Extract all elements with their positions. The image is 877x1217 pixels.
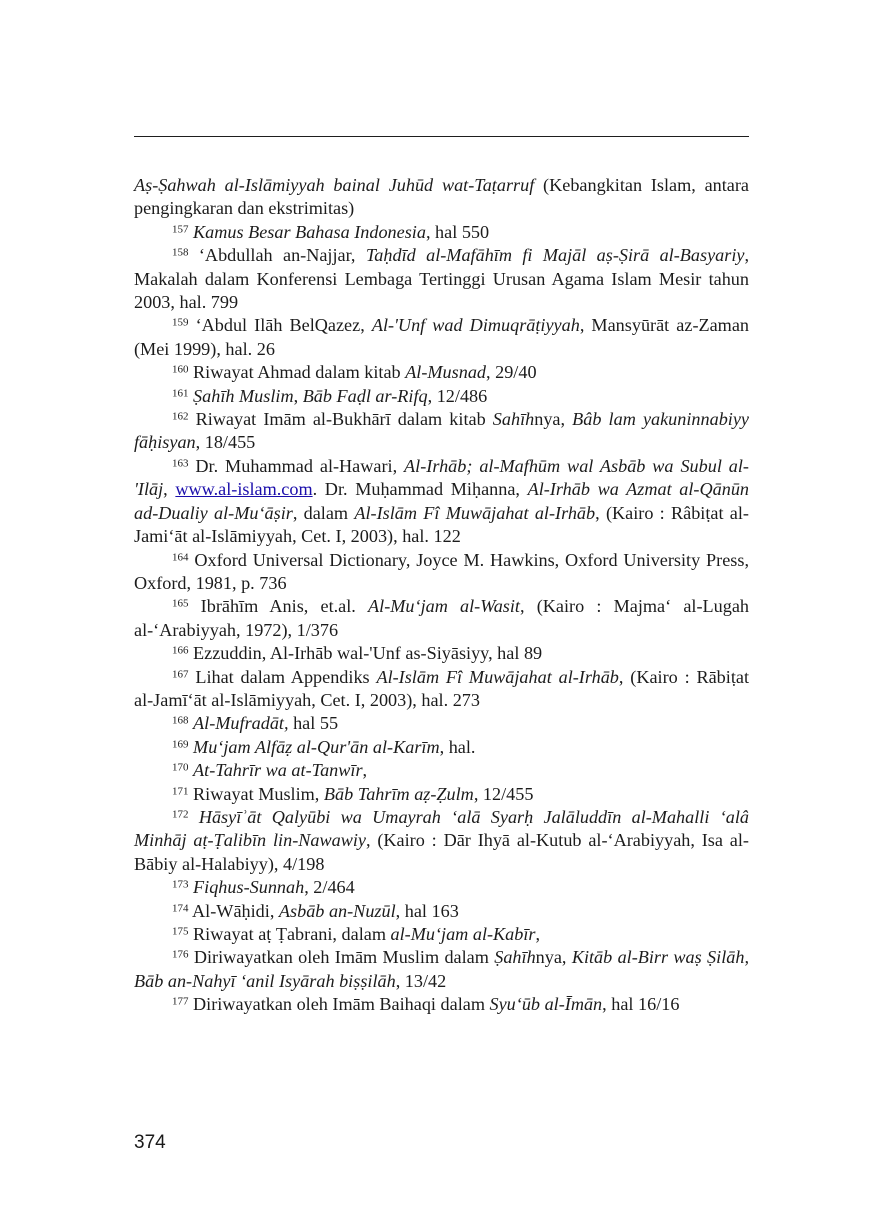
footnote-number: 176 — [172, 949, 189, 962]
footnote-text: , hal 163 — [395, 900, 459, 921]
footnote-title-italic: Taḥdīd al-Mafāhīm fi Majāl aṣ-Ṣirā al-Basyariy — [365, 245, 745, 266]
footnote-text: , — [535, 924, 541, 944]
footnote-number: 177 — [172, 995, 189, 1008]
footnote-text: , Mansyūrāt az-Zaman (Mei 1999), hal. 26 — [134, 315, 749, 359]
footnote-174 — [134, 900, 749, 923]
footnote-number: 162 — [172, 410, 189, 423]
footnote-title-italic: Al-Islām Fî Muwājahat al-Irhāb — [376, 666, 619, 687]
footnote-text: Lihat dalam Appendiks — [188, 666, 377, 687]
footnote-164 — [134, 549, 749, 596]
footnote-text: , (Kairo : Dār Ihyā al-Kutub al-‘Arabiyyah, Isa al-Bābiy al-Halabiyy), 4/198 — [134, 830, 749, 874]
footnote-text: , — [163, 479, 176, 500]
footnote-number: 163 — [172, 457, 189, 470]
footnote-text: Ibrāhīm Anis, et.al. — [188, 596, 369, 617]
footnote-169 — [134, 736, 749, 759]
footnote-text: , (Kairo : Râbiṭat al-Jami‘āt al-Islāmiyyah, Cet. I, 2003), hal. 122 — [134, 502, 749, 547]
footnote-text: , (Kairo : Rābiṭat al-Jamī‘āt al-Islāmiyyah, Cet. I, 2003), hal. 273 — [134, 666, 749, 710]
footnote-number: 170 — [172, 761, 189, 774]
footnote-title-italic: Ṣahīh — [494, 947, 536, 968]
footnote-171 — [134, 783, 749, 806]
page-number: 374 — [134, 1132, 166, 1153]
footnote-176 — [134, 946, 749, 993]
footnote-title-italic: Al-'Unf wad Dimuqrāṭiyyah — [371, 315, 580, 336]
footnote-title-italic: Mu‘jam Alfāẓ al-Qur'ān al-Karīm — [193, 736, 440, 757]
footnote-text: , dalam — [292, 502, 355, 523]
footnote-title-italic: Fiqhus-Sunnah — [193, 877, 305, 898]
footnote-number: 169 — [172, 738, 189, 751]
footnote-number: 173 — [172, 878, 189, 891]
footnote-text: , 18/455 — [195, 432, 256, 453]
footnote-number: 165 — [172, 598, 189, 611]
footnote-title-italic: Ṣahīh Muslim — [193, 385, 294, 406]
footnote-text: , 29/40 — [486, 362, 537, 383]
footnote-text: , 13/42 — [395, 970, 447, 991]
footnote-text: Ezzuddin, Al-Irhāb wal-'Unf as-Siyāsiyy, hal 89 — [188, 643, 543, 664]
footnote-number: 166 — [172, 644, 189, 657]
footnote-link[interactable]: www.al-islam.com — [175, 479, 313, 500]
footnote-title-italic: al-Mu‘jam al-Kabīr — [390, 924, 536, 944]
footnote-title-italic: Syu‘ūb al-Īmān — [489, 994, 603, 1015]
footnote-text: Diriwayatkan oleh Imām Baihaqi dalam — [188, 994, 490, 1015]
footnote-number: 160 — [172, 363, 189, 376]
footnote-text: , hal 550 — [425, 221, 490, 242]
footnote-text: Riwayat Imām al-Bukhārī dalam kitab — [188, 409, 493, 430]
footnote-170 — [134, 759, 749, 782]
footnote-text: . Dr. Muḥammad Miḥanna, — [312, 479, 528, 500]
footnote-text: Riwayat aṭ Ṭabrani, dalam — [188, 924, 391, 944]
footnote-title-italic: Kamus Besar Bahasa Indonesia — [193, 221, 426, 242]
footnote-text: , hal 16/16 — [602, 994, 680, 1015]
footnote-159 — [134, 314, 749, 361]
footnote-165 — [134, 595, 749, 642]
footnote-157 — [134, 221, 749, 244]
footnote-number: 174 — [172, 902, 189, 915]
footnote-number: 161 — [172, 387, 189, 400]
footnote-168 — [134, 712, 749, 735]
footnote-text: , 2/464 — [304, 877, 355, 898]
footnote-text: nya, — [534, 409, 573, 430]
footnote-163 — [134, 455, 749, 549]
footnote-text: , 12/455 — [473, 783, 534, 804]
footnote-title-italic: Al-Mufradāt, — [193, 713, 289, 734]
footnote-title-italic: At-Tahrīr wa at-Tanwīr — [193, 760, 363, 781]
footnote-title-italic: Hāsyīʾāt Qalyūbi wa Umayrah ‘alā Syarḥ Jalāluddīn al-Mahalli ‘alâ Minhāj aṭ-Ṭalibīn lin-Nawawiy — [134, 806, 749, 851]
footnote-number: 164 — [172, 551, 189, 564]
footnote-title-italic: Al-Irhāb; al-Mafhūm wal Asbāb wa Subul al-'Ilāj — [134, 455, 749, 500]
footnote-text: Riwayat Muslim, — [188, 783, 324, 804]
footnote-title-italic: Kitāb al-Birr waṣ Ṣilāh, Bāb an-Nahyī ‘anil Isyārah biṣṣilāh — [134, 947, 749, 991]
footnote-title-italic: Bāb Faḍl ar-Rifq — [302, 385, 428, 406]
footnote-number: 167 — [172, 668, 189, 681]
footnote-number: 171 — [172, 785, 189, 798]
footnote-title-italic: Al-Mu‘jam al-Wasit — [368, 596, 520, 617]
footnote-number: 157 — [172, 223, 189, 236]
footnote-text: Oxford Universal Dictionary, Joyce M. Hawkins, Oxford University Press, Oxford, 1981, p. 736 — [134, 549, 749, 593]
footnote-title-italic: Al-Islām Fî Muwājahat al-Irhāb — [354, 502, 596, 523]
footnote-160 — [134, 361, 749, 384]
footnote-text: hal 55 — [288, 713, 339, 734]
footnote-158 — [134, 244, 749, 314]
footnote-166 — [134, 642, 749, 665]
footnote-175 — [134, 923, 749, 946]
footnote-number: 168 — [172, 715, 189, 728]
footnote-text: Riwayat Ahmad dalam kitab — [188, 362, 406, 383]
footnote-167 — [134, 666, 749, 713]
footnote-continuation — [134, 174, 749, 221]
footnote-title-italic: Al-Irhāb wa Azmat al-Qānūn ad-Dualiy al-Mu‘āṣir — [134, 479, 750, 523]
footnote-text: , — [293, 385, 303, 406]
footnote-separator-rule — [134, 136, 749, 137]
footnote-text: Dr. Muhammad al-Hawari, — [188, 455, 405, 476]
footnote-text: ‘Abdullah an-Najjar, — [188, 245, 366, 266]
footnote-title-italic: Aṣ-Ṣahwah al-Islāmiyyah bainal Juhūd wat-Taṭarruf — [134, 175, 535, 195]
footnote-172 — [134, 806, 749, 876]
footnote-title-italic: Asbāb an-Nuzūl — [278, 900, 396, 921]
footnote-173 — [134, 876, 749, 899]
footnote-text: Diriwayatkan oleh Imām Muslim dalam — [188, 947, 495, 968]
footnote-number: 172 — [172, 808, 189, 821]
footnote-title-italic: Sahīh — [492, 409, 535, 430]
footnote-number: 175 — [172, 925, 189, 938]
footnote-number: 159 — [172, 317, 189, 330]
footnote-text: , 12/486 — [427, 385, 488, 406]
footnote-text: Al-Wāḥidi, — [188, 900, 279, 921]
footnote-text: , — [362, 760, 368, 781]
footnotes-list — [134, 174, 749, 1017]
footnote-text: , (Kairo : Majma‘ al-Lugah al-‘Arabiyyah, 1972), 1/376 — [134, 596, 750, 640]
footnote-162 — [134, 408, 749, 455]
footnote-text: ‘Abdul Ilāh BelQazez, — [188, 315, 372, 336]
footnote-161 — [134, 385, 749, 408]
footnote-text: nya, — [535, 947, 572, 968]
footnote-text: , Makalah dalam Konferensi Lembaga Tertinggi Urusan Agama Islam Mesir tahun 2003, hal. 799 — [134, 245, 749, 313]
footnote-text — [189, 807, 199, 827]
footnote-title-italic: Bāb Tahrīm aẓ-Ẓulm — [323, 783, 474, 804]
footnote-title-italic: Al-Musnad — [405, 362, 487, 383]
footnote-text: , hal. — [439, 736, 476, 757]
footnote-number: 158 — [172, 246, 189, 259]
footnote-title-italic: Bâb lam yakuninnabiyy fāḥisyan — [134, 409, 749, 453]
footnote-text: (Kebangkitan Islam, antara pengingkaran dan ekstrimitas) — [134, 175, 749, 219]
footnote-177 — [134, 993, 749, 1016]
